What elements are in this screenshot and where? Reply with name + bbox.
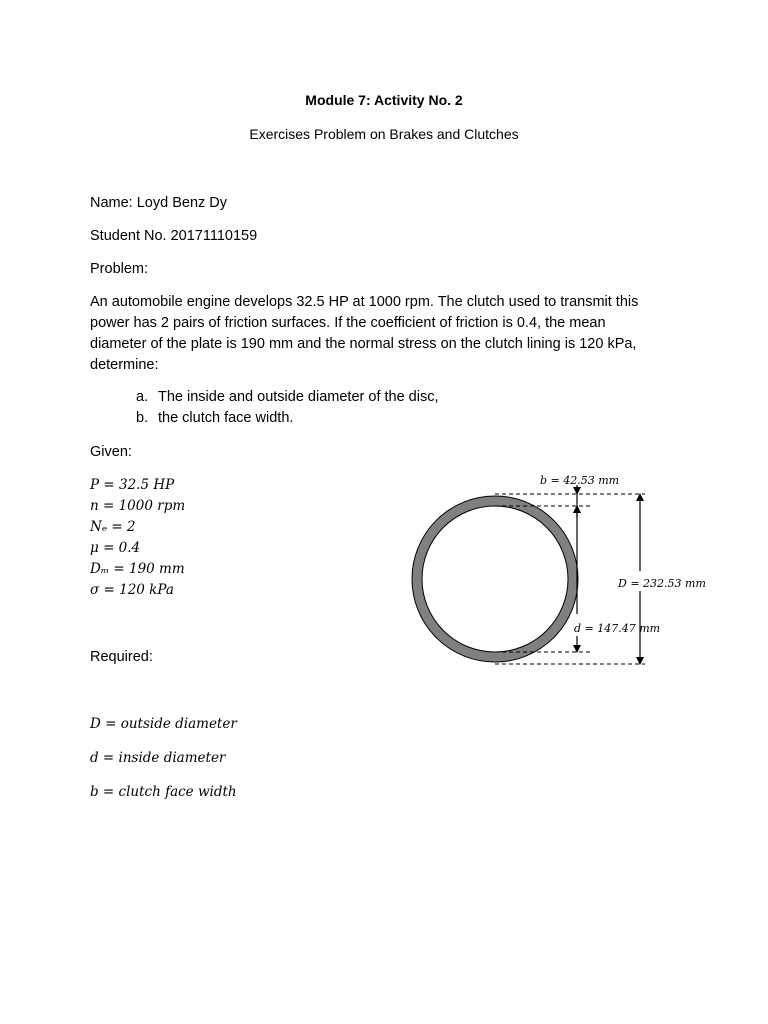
list-marker: a. bbox=[136, 389, 149, 405]
list-item bbox=[136, 410, 293, 426]
student-name: Name: Loyd Benz Dy bbox=[90, 195, 228, 211]
problem-line: determine: bbox=[90, 357, 159, 373]
label-face-width: b = 42.53 mm bbox=[540, 474, 620, 487]
problem-line: diameter of the plate is 190 mm and the normal stress on the clutch lining is 120 kPa, bbox=[90, 336, 637, 352]
student-number: Student No. 20171110159 bbox=[90, 228, 258, 244]
given-friction: μ = 0.4 bbox=[90, 540, 141, 556]
problem-line: power has 2 pairs of friction surfaces. If the coefficient of friction is 0.4, the mean bbox=[90, 315, 606, 331]
list-item-text: the clutch face width. bbox=[158, 410, 294, 426]
page-title: Module 7: Activity No. 2 bbox=[305, 92, 463, 108]
list-marker: b. bbox=[136, 410, 149, 426]
given-speed: n = 1000 rpm bbox=[90, 498, 186, 514]
required-face-width: b = clutch face width bbox=[90, 784, 237, 800]
problem-line: An automobile engine develops 32.5 HP at 1000 rpm. The clutch used to transmit this bbox=[90, 294, 639, 310]
given-mean-diameter: Dₘ = 190 mm bbox=[90, 561, 185, 577]
problem-statement bbox=[90, 292, 680, 376]
given-pairs: Nₑ = 2 bbox=[90, 519, 136, 535]
given-power: P = 32.5 HP bbox=[90, 477, 175, 493]
required-inside-diameter: d = inside diameter bbox=[90, 750, 226, 766]
page-subtitle: Exercises Problem on Brakes and Clutches bbox=[249, 126, 519, 142]
required-outside-diameter: D = outside diameter bbox=[90, 716, 237, 732]
friction-ring bbox=[417, 501, 573, 657]
required-heading: Required: bbox=[90, 649, 153, 665]
list-item bbox=[136, 389, 439, 405]
label-inner-diameter: d = 147.47 mm bbox=[574, 622, 661, 635]
problem-heading: Problem: bbox=[90, 261, 149, 277]
label-outer-diameter: D = 232.53 mm bbox=[618, 577, 706, 590]
list-item-text: The inside and outside diameter of the disc, bbox=[158, 389, 439, 405]
clutch-disc-diagram bbox=[400, 466, 720, 676]
given-stress: σ = 120 kPa bbox=[90, 582, 174, 598]
given-heading: Given: bbox=[90, 444, 132, 460]
